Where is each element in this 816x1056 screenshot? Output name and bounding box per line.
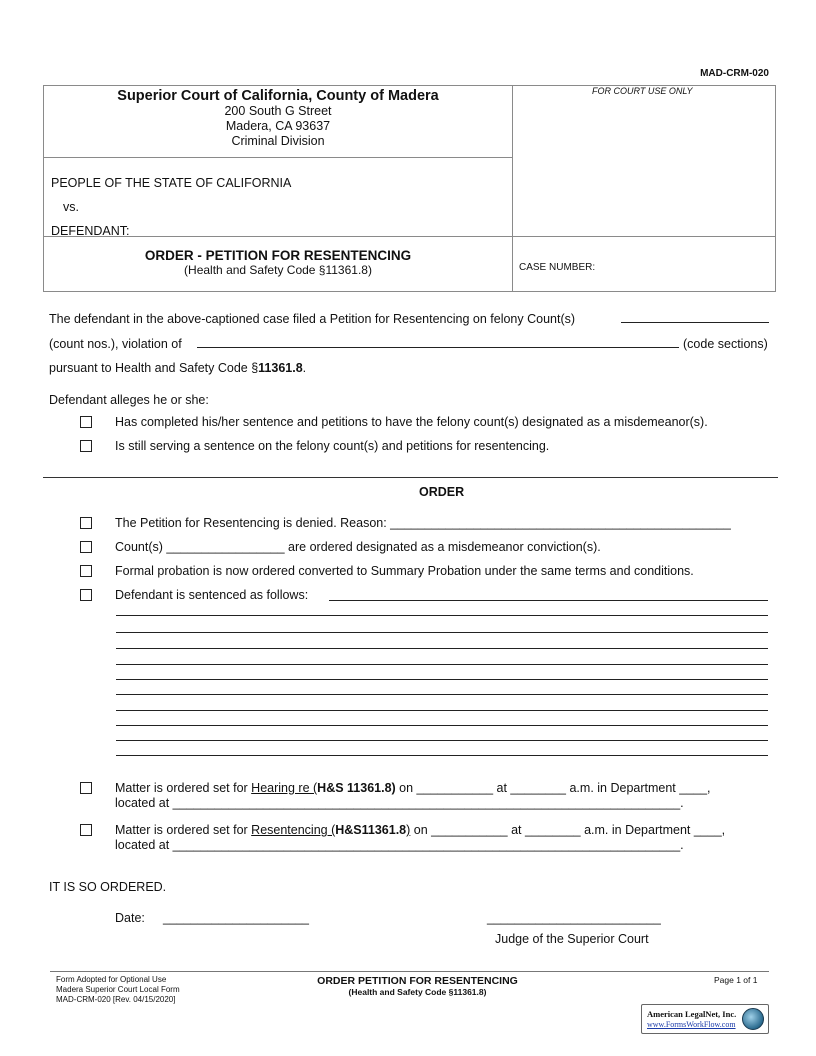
serving-sentence-label: Is still serving a sentence on the felony count(s) and petitions for resentencing.: [115, 439, 550, 453]
title-sub: (Health and Safety Code §11361.8): [184, 263, 372, 277]
petition-line-2a: (count nos.), violation of: [49, 337, 182, 351]
form-id: MAD-CRM-020: [700, 68, 769, 79]
judge-label: Judge of the Superior Court: [495, 932, 649, 946]
signature-field[interactable]: _________________________: [487, 911, 661, 925]
sentence-line[interactable]: [116, 725, 768, 726]
document-title: [44, 248, 512, 277]
publisher-logo[interactable]: [641, 1004, 769, 1034]
section-divider: [43, 477, 778, 478]
sentence-line[interactable]: [116, 632, 768, 633]
court-division: Criminal Division: [231, 134, 325, 148]
alleges-label: Defendant alleges he or she:: [49, 393, 209, 407]
title-main: ORDER - PETITION FOR RESENTENCING: [144, 248, 412, 263]
globe-icon: [742, 1008, 764, 1030]
so-ordered: IT IS SO ORDERED.: [49, 880, 167, 894]
page-number: Page 1 of 1: [714, 975, 758, 985]
footer-divider: [50, 971, 769, 972]
sentence-line[interactable]: [116, 679, 768, 680]
sentence-line[interactable]: [116, 664, 768, 665]
court-address-1: 200 South G Street: [224, 104, 332, 118]
date-label: Date:: [115, 911, 145, 925]
petition-line-1: The defendant in the above-captioned case filed a Petition for Resentencing on felony Count(s): [49, 312, 576, 326]
sentence-line[interactable]: [116, 694, 768, 695]
footer-adopted: Form Adopted for Optional Use: [56, 975, 167, 984]
sentence-line[interactable]: [116, 648, 768, 649]
probation-checkbox[interactable]: [80, 565, 92, 577]
footer-title-sub: (Health and Safety Code §11361.8): [348, 987, 487, 997]
sentence-line[interactable]: [329, 600, 768, 601]
hearing-line: Matter is ordered set for Hearing re (H&S 11361.8) on ___________ at ________ a.m. in Department ____,: [115, 781, 711, 795]
misdemeanor-checkbox[interactable]: [80, 541, 92, 553]
footer-local-form: Madera Superior Court Local Form: [56, 985, 180, 994]
court-name: Superior Court of California, County of Madera: [117, 88, 439, 104]
sentenced-checkbox[interactable]: [80, 589, 92, 601]
petition-line-2b: (code sections): [683, 337, 768, 351]
footer-title-main: ORDER PETITION FOR RESENTENCING: [317, 975, 518, 987]
logo-company: American LegalNet, Inc.: [647, 1009, 737, 1019]
sentence-line[interactable]: [116, 710, 768, 711]
date-field[interactable]: _____________________: [163, 911, 309, 925]
count-field[interactable]: [621, 322, 769, 323]
plaintiff-label: PEOPLE OF THE STATE OF CALIFORNIA: [51, 176, 292, 190]
caption-box: [43, 85, 776, 292]
hearing-location[interactable]: located at _________________________________________________________________________.: [115, 796, 684, 810]
probation-label: Formal probation is now ordered converted to Summary Probation under the same terms and conditions.: [115, 564, 694, 578]
code-violation-field[interactable]: [197, 347, 679, 348]
logo-url[interactable]: www.FormsWorkFlow.com: [647, 1020, 736, 1029]
petition-line-3: pursuant to Health and Safety Code §11361.8.: [49, 361, 307, 375]
footer-title: [290, 975, 545, 997]
completed-sentence-checkbox[interactable]: [80, 416, 92, 428]
case-number-field[interactable]: CASE NUMBER:: [519, 262, 596, 273]
hearing-checkbox[interactable]: [80, 782, 92, 794]
completed-sentence-label: Has completed his/her sentence and petitions to have the felony count(s) designated as a misdemeanor(s).: [115, 415, 708, 429]
court-address-2: Madera, CA 93637: [225, 119, 331, 133]
court-header: [44, 86, 512, 149]
order-heading: ORDER: [419, 485, 465, 499]
sentenced-label: Defendant is sentenced as follows:: [115, 588, 309, 602]
parties-block: [51, 171, 291, 243]
sentence-line[interactable]: [116, 755, 768, 756]
vs-label: vs.: [63, 200, 79, 214]
denied-checkbox[interactable]: [80, 517, 92, 529]
footer-left: [56, 975, 180, 1005]
serving-sentence-checkbox[interactable]: [80, 440, 92, 452]
sentence-line[interactable]: [116, 615, 768, 616]
resentencing-location[interactable]: located at _________________________________________________________________________.: [115, 838, 684, 852]
defendant-label[interactable]: DEFENDANT:: [51, 224, 130, 238]
footer-revision: MAD-CRM-020 [Rev. 04/15/2020]: [56, 995, 176, 1004]
resentencing-checkbox[interactable]: [80, 824, 92, 836]
resentencing-line: Matter is ordered set for Resentencing (H&S11361.8) on ___________ at ________ a.m. in Department ____,: [115, 823, 726, 837]
misdemeanor-label: Count(s) _________________ are ordered designated as a misdemeanor conviction(s).: [115, 540, 601, 554]
denied-label: The Petition for Resentencing is denied. Reason: _________________________________________________: [115, 516, 731, 530]
court-use-label: FOR COURT USE ONLY: [592, 86, 693, 96]
sentence-line[interactable]: [116, 740, 768, 741]
